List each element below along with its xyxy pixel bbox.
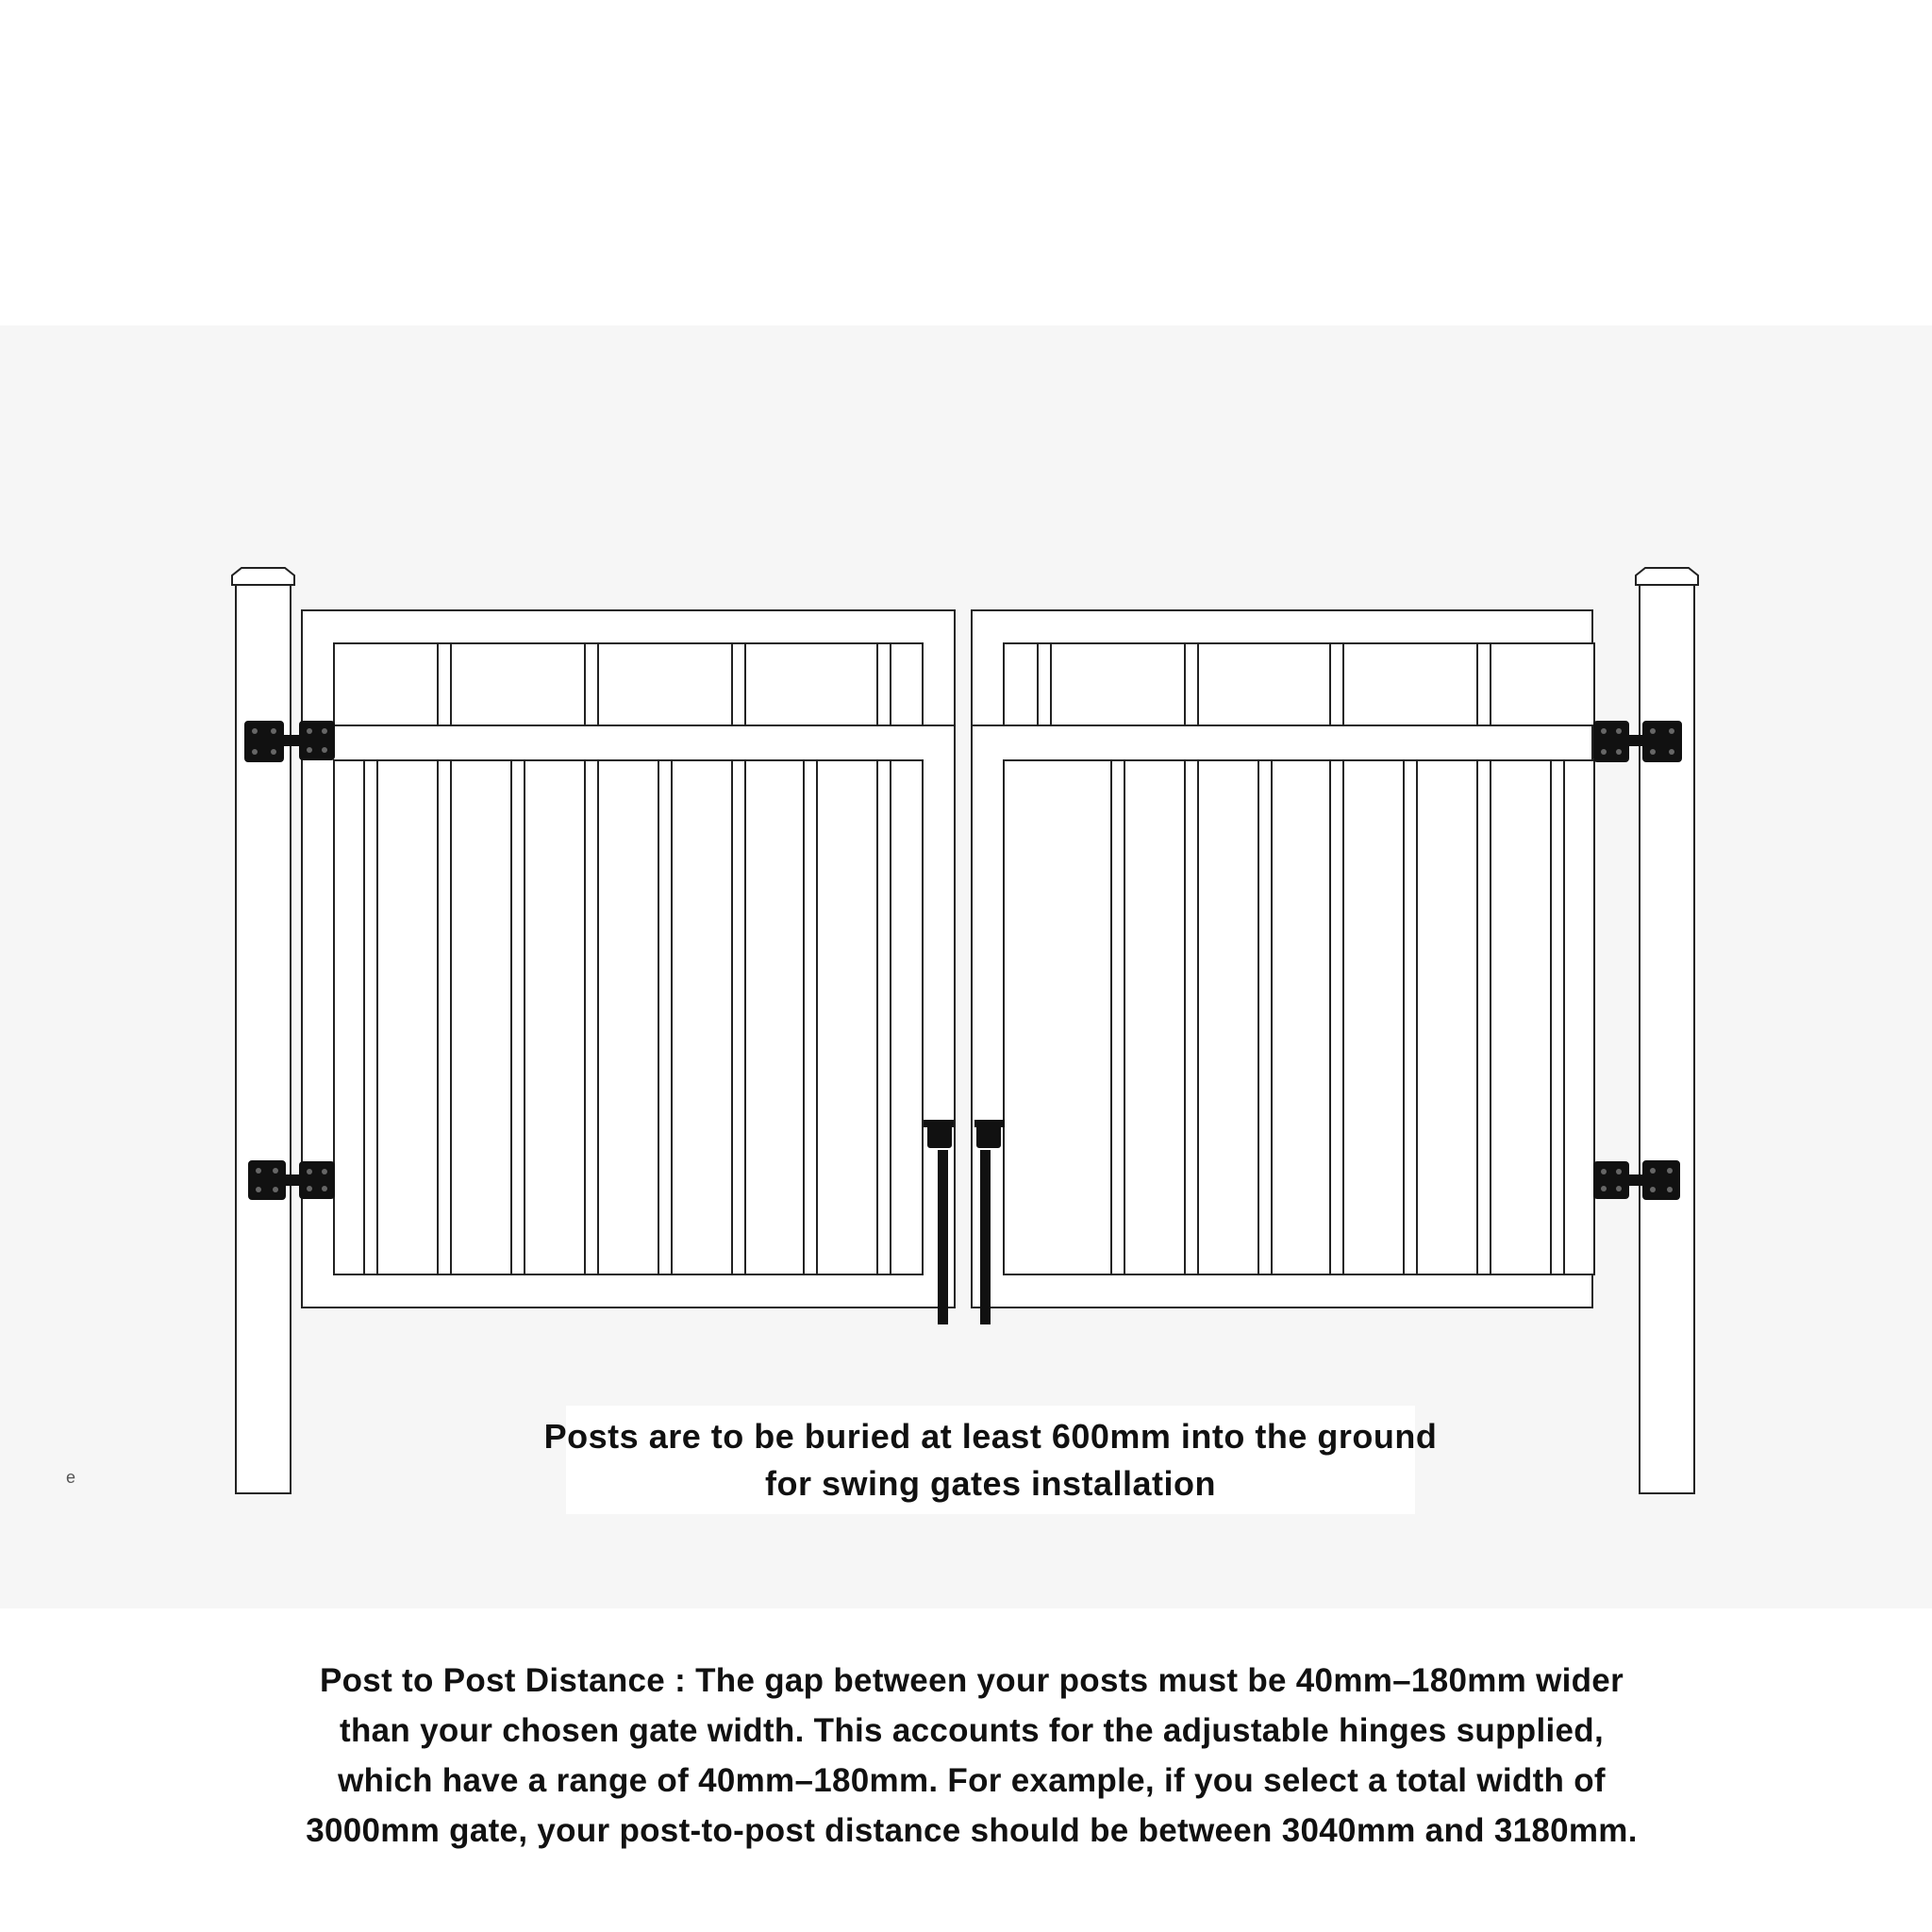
installation-note-line-2: for swing gates installation	[764, 1463, 1217, 1503]
installation-note-line-1: Posts are to be buried at least 600mm into the ground	[543, 1416, 1438, 1456]
left-gate-leaf	[302, 610, 955, 1307]
right-post	[1636, 568, 1698, 1493]
hinge-right-bottom	[1594, 1161, 1679, 1199]
hinge-right-top	[1594, 722, 1681, 761]
post-distance-note	[94, 1656, 1849, 1856]
distance-note-line-2: than your chosen gate width. This accounts for the adjustable hinges supplied,	[340, 1712, 1604, 1749]
installation-note	[543, 1406, 1438, 1514]
right-gate-leaf	[972, 610, 1594, 1307]
stray-mark: e	[66, 1468, 76, 1487]
left-post	[232, 568, 294, 1493]
distance-note-line-4: 3000mm gate, your post-to-post distance should be between 3040mm and 3180mm.	[306, 1812, 1638, 1849]
distance-note-line-1: Post to Post Distance : The gap between your posts must be 40mm–180mm wider	[319, 1662, 1624, 1699]
distance-note-line-3: which have a range of 40mm–180mm. For example, if you select a total width of	[338, 1762, 1606, 1799]
